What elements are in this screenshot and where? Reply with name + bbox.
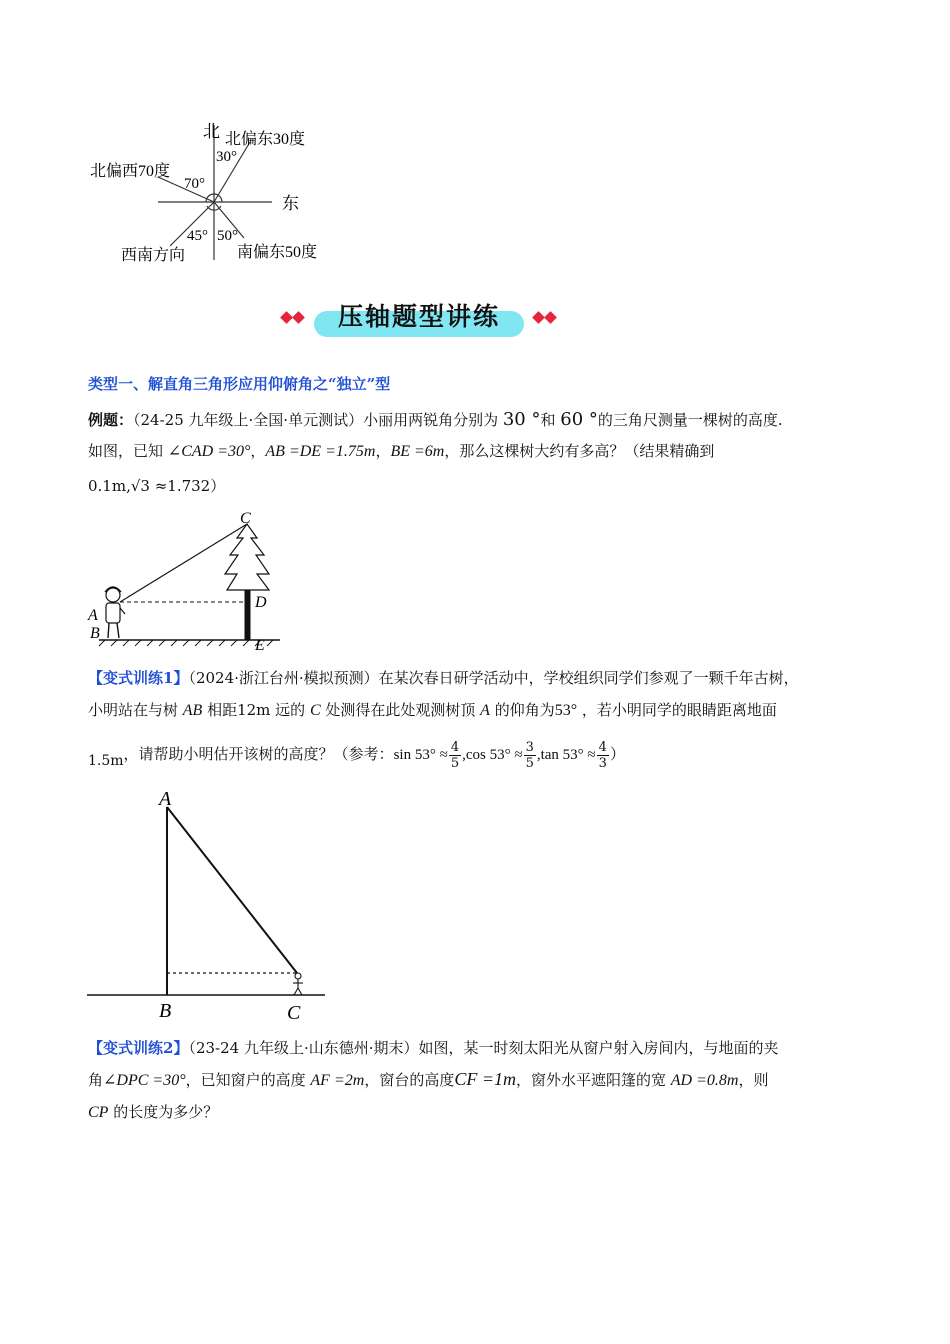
triangle-label-c: C bbox=[287, 1002, 301, 1024]
section-banner bbox=[314, 299, 524, 337]
banner-diamond-left-1 bbox=[280, 311, 293, 324]
compass-a30: 30° bbox=[216, 149, 237, 165]
banner-diamond-right-1 bbox=[532, 311, 545, 324]
triangle-figure bbox=[85, 785, 330, 1025]
tree-label-a: A bbox=[88, 607, 98, 624]
variant1-label: 【变式训练1】 bbox=[88, 669, 189, 687]
compass-nw70: 北偏西70度 bbox=[90, 163, 171, 180]
example-abde: AB =DE =1.75m bbox=[265, 443, 376, 460]
compass-east: 东 bbox=[282, 194, 299, 213]
variant2-line-1: 【变式训练2】（23-24 九年级上·山东德州·期末）如图，某一时刻太阳光从窗户射入房间内，与地面的夹 bbox=[88, 1039, 779, 1057]
tree-label-e: E bbox=[255, 637, 265, 653]
compass-sw: 西南方向 bbox=[121, 247, 186, 264]
compass-a70: 70° bbox=[184, 176, 205, 192]
variant1-line-3: 1.5m，请帮助小明估开该树的高度？（参考：sin 53° ≈ $\frac{4}{5}$ ,cos 53° ≈ $\frac{3}{5}$ ,tan 53° ≈ $\frac{4}{3}$ ） bbox=[88, 739, 625, 771]
variant1-line-1: 【变式训练1】（2024·浙江台州·模拟预测）在某次春日研学活动中，学校组织同学们参观了一颗千年古树， bbox=[88, 669, 799, 687]
section-title: 类型一、解直角三角形应用仰俯角之“独立”型 bbox=[88, 375, 391, 393]
variant2-angle: ∠DPC =30° bbox=[103, 1072, 186, 1089]
compass-ne30: 北偏东30度 bbox=[225, 131, 306, 148]
tree-label-d: D bbox=[255, 594, 267, 611]
compass-se50: 南偏东50度 bbox=[237, 244, 318, 261]
example-line-1: 例题：（24-25 九年级上·全国·单元测试）小丽用两锐角分别为 30 °和 60 °的三角尺测量一棵树的高度. bbox=[88, 409, 783, 430]
banner-diamond-right-2 bbox=[544, 311, 557, 324]
compass-a50: 50° bbox=[217, 228, 238, 244]
variant2-line-2: 角∠DPC =30°，已知窗户的高度 AF =2m，窗台的高度CF =1m，窗外水平遮阳篷的宽 AD =0.8m，则 bbox=[88, 1069, 769, 1089]
example-angle: ∠CAD =30° bbox=[167, 443, 251, 460]
banner-diamond-left-2 bbox=[292, 311, 305, 324]
tree-label-c: C bbox=[240, 510, 251, 527]
compass-north: 北 bbox=[203, 122, 220, 141]
banner-title: 压轴题型讲练 bbox=[337, 302, 500, 331]
triangle-label-a: A bbox=[159, 788, 172, 810]
example-line-3: 0.1m,√3 ≈1.732） bbox=[88, 477, 226, 495]
variant1-line-2: 小明站在与树 AB 相距12m 远的 C 处测得在此处观测树顶 A 的仰角为53° ，若小明同学的眼睛距离地面 bbox=[88, 701, 777, 719]
compass-diagram bbox=[80, 110, 340, 270]
tree-figure bbox=[85, 508, 295, 653]
example-be: BE =6m bbox=[390, 443, 445, 460]
example-line-2: 如图，已知 ∠CAD =30°，AB =DE =1.75m，BE =6m，那么这棵树大约有多高？（结果精确到 bbox=[88, 442, 715, 460]
triangle-label-b: B bbox=[159, 1000, 172, 1022]
example-label: 例题： bbox=[88, 411, 134, 429]
compass-a45: 45° bbox=[187, 228, 208, 244]
variant2-line-3: CP 的长度为多少？ bbox=[88, 1103, 219, 1121]
tree-label-b: B bbox=[90, 625, 100, 642]
variant2-label: 【变式训练2】 bbox=[88, 1039, 189, 1057]
